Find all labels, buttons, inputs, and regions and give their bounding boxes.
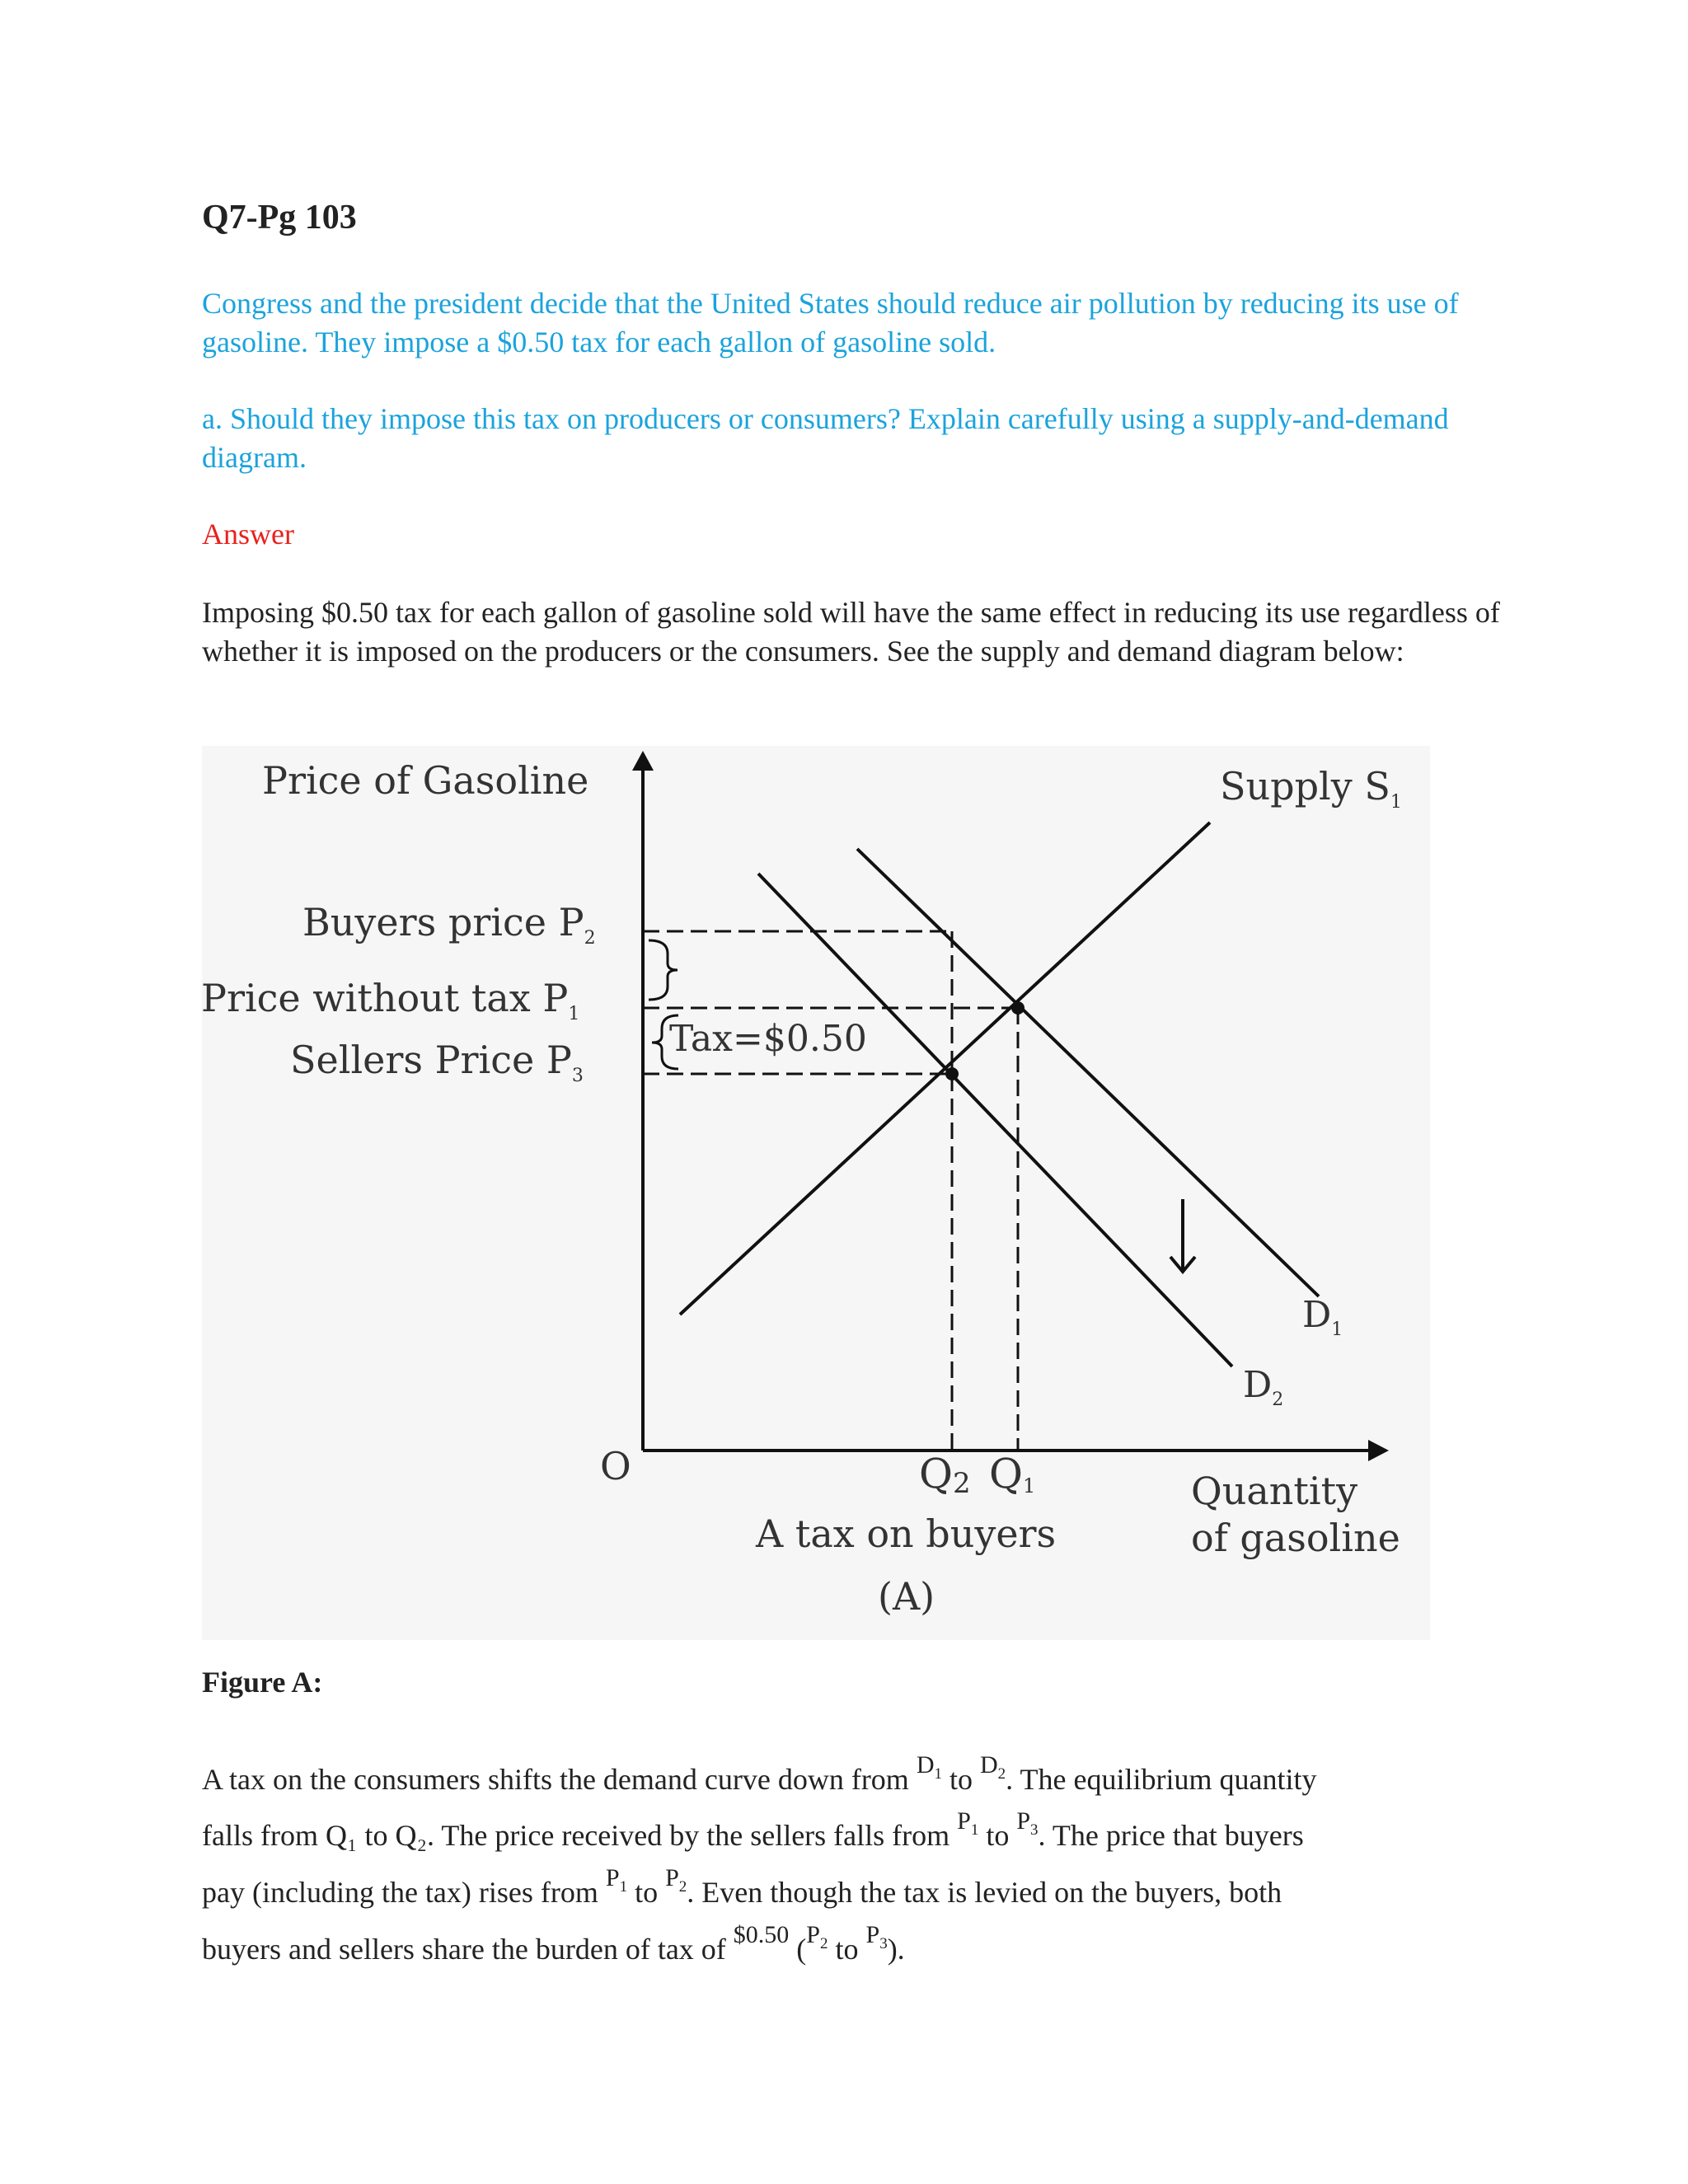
explanation-line-3: pay (including the tax) rises from $^{P_1}$ to $^{P_2}$. Even though the tax is levied on the buyers, both — [202, 1864, 1282, 1909]
origin-label: O — [600, 1444, 631, 1488]
part-a-text: a. Should they impose this tax on producers or consumers? Explain carefully using a supply-and-demand diagram. — [202, 402, 1449, 474]
question-title: Q7-Pg 103 — [202, 199, 357, 237]
sellers-price-label: Sellers Price $P_3$ — [290, 1038, 584, 1086]
original-equilibrium-point — [1011, 1001, 1025, 1015]
x-axis-label-line1: Quantity — [1191, 1469, 1358, 1513]
question-text: Congress and the president decide that the United States should reduce air pollution by reducing its use of gasoline. They impose a $0.50 tax for each gallon of gasoline sold. — [202, 287, 1459, 359]
symbol-p3: P3 — [1016, 1807, 1039, 1839]
symbol-d1: D1 — [916, 1751, 942, 1783]
q1-label: Q1 — [989, 1450, 1036, 1497]
price-without-tax-label: Price without tax $P_1$ — [201, 976, 580, 1024]
tax-equilibrium-point — [945, 1067, 959, 1080]
symbol-d2: D2 — [980, 1751, 1006, 1783]
symbol-p2: P2 — [806, 1921, 828, 1952]
answer-text: Imposing $0.50 tax for each gallon of gasoline sold will have the same effect in reducing its use regardless of whether it is imposed on the producers or the consumers. See the supply and demand diagram below: — [202, 596, 1500, 668]
d1-label: $D_1$ — [1302, 1294, 1343, 1340]
answer-label: Answer — [202, 518, 294, 551]
caption-line1: A tax on buyers — [756, 1511, 1057, 1556]
supply-label: Supply $S_1$ — [1220, 764, 1402, 813]
explanation-line-2: falls from Q₁ to Q₂. The price received by the sellers falls from $^{P_1}$ to $^{P_3}$. The price that buyers — [202, 1807, 1304, 1852]
d2-label: $D_2$ — [1243, 1364, 1284, 1410]
tax-label: Tax=$0.50 — [669, 1018, 867, 1060]
buyers-price-label: Buyers price $P_2$ — [302, 900, 596, 949]
explanation-line-4: buyers and sellers share the burden of tax of $^{\$0.50}$ ($^{P_2}$ to $^{P_3}$). — [202, 1921, 905, 1966]
supply-demand-diagram — [198, 746, 1434, 1644]
x-axis-label-line2: of gasoline — [1191, 1516, 1400, 1560]
caption-line2: (A) — [878, 1574, 935, 1619]
q2-label: Q2 — [919, 1450, 971, 1500]
figure-label: Figure A: — [202, 1666, 323, 1699]
explanation-line-1: A tax on the consumers shifts the demand curve down from $^{D_1}$ to $^{D_2}$. The equilibrium quantity — [202, 1751, 1317, 1796]
y-axis-label: Price of Gasoline — [262, 758, 589, 803]
tax-amount: $0.50 — [733, 1921, 790, 1948]
symbol-p2: P2 — [665, 1864, 687, 1896]
symbol-p1: P1 — [605, 1864, 628, 1896]
symbol-p1: P1 — [957, 1807, 979, 1839]
symbol-p3: P3 — [865, 1921, 888, 1952]
